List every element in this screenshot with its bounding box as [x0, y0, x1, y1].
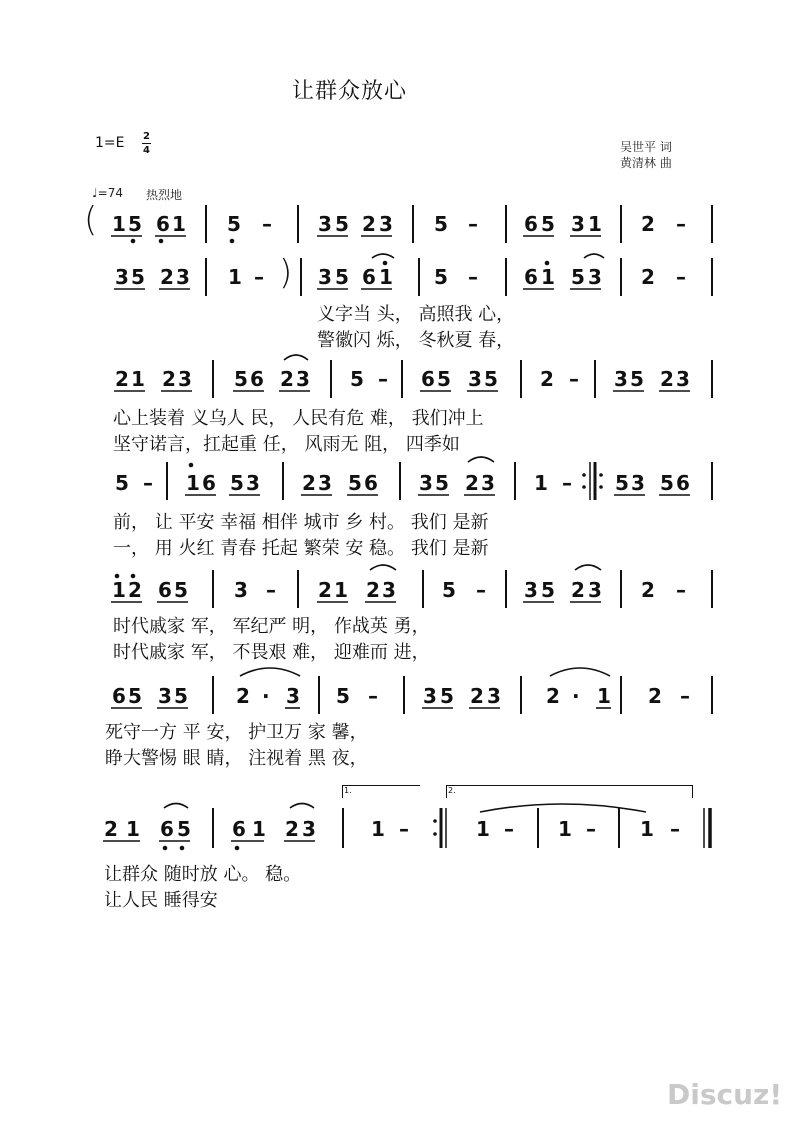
svg-text:3: 3	[115, 265, 129, 289]
svg-text:1: 1	[541, 265, 555, 289]
svg-text:2: 2	[546, 684, 560, 708]
svg-text:6: 6	[232, 817, 246, 841]
second-ending-label: 2.	[448, 786, 456, 795]
time-signature-numerator: 2	[143, 131, 150, 142]
lyric-row-6-verse-2: 睁大警惕 眼 睛， 注视着 黑 夜，	[105, 748, 368, 769]
svg-text:5: 5	[227, 212, 241, 236]
svg-text:5: 5	[440, 684, 454, 708]
svg-text:5: 5	[115, 471, 129, 495]
svg-text:1: 1	[131, 367, 145, 391]
svg-text:–: –	[468, 212, 478, 236]
svg-text:–: –	[254, 265, 264, 289]
svg-text:5: 5	[541, 212, 555, 236]
svg-text:2: 2	[128, 578, 142, 602]
svg-text:·: ·	[572, 684, 580, 708]
lyric-row-3-verse-1: 心上装着 义乌人 民， 人民有危 难， 我们冲上	[113, 408, 484, 429]
svg-text:1: 1	[476, 817, 490, 841]
svg-text:2: 2	[115, 367, 129, 391]
svg-text:3: 3	[631, 471, 645, 495]
svg-text:6: 6	[364, 471, 378, 495]
svg-text:2: 2	[104, 817, 118, 841]
svg-text:3: 3	[178, 367, 192, 391]
lyric-row-6-verse-1: 死守一方 平 安， 护卫万 家 馨，	[105, 722, 368, 743]
svg-text:1: 1	[252, 817, 266, 841]
svg-text:–: –	[676, 578, 686, 602]
intro-close-paren: )	[279, 253, 293, 293]
svg-text:1: 1	[186, 471, 200, 495]
svg-text:2: 2	[285, 817, 299, 841]
lyric-row-7-verse-2: 让人民 睡得安	[104, 890, 218, 911]
lyric-row-2-verse-1: 义字当 头， 高照我 心，	[317, 304, 515, 325]
svg-text:5: 5	[660, 471, 674, 495]
svg-text:1: 1	[640, 817, 654, 841]
tempo-marking: ♩=74	[92, 186, 123, 200]
svg-text:2: 2	[660, 367, 674, 391]
svg-text:3: 3	[423, 684, 437, 708]
svg-text:3: 3	[286, 684, 300, 708]
svg-text:2: 2	[641, 212, 655, 236]
svg-text:–: –	[368, 684, 378, 708]
svg-text:1: 1	[112, 578, 126, 602]
svg-text:5: 5	[615, 471, 629, 495]
svg-text:2: 2	[465, 471, 479, 495]
svg-text:2: 2	[362, 212, 376, 236]
svg-text:5: 5	[434, 265, 448, 289]
svg-text:5: 5	[335, 265, 349, 289]
svg-text:5: 5	[128, 212, 142, 236]
intro-open-paren: (	[84, 200, 98, 240]
svg-text:1: 1	[558, 817, 572, 841]
key-signature: 1=E	[95, 135, 125, 151]
svg-text:6: 6	[158, 578, 172, 602]
svg-text:3: 3	[571, 212, 585, 236]
svg-text:3: 3	[318, 212, 332, 236]
svg-text:5: 5	[484, 367, 498, 391]
svg-text:1: 1	[597, 684, 611, 708]
svg-text:·: ·	[262, 684, 270, 708]
svg-text:1: 1	[228, 265, 242, 289]
svg-text:2: 2	[318, 578, 332, 602]
svg-text:5: 5	[335, 212, 349, 236]
svg-text:2: 2	[648, 684, 662, 708]
svg-text:5: 5	[348, 471, 362, 495]
svg-text:3: 3	[588, 578, 602, 602]
svg-text:3: 3	[176, 265, 190, 289]
svg-text:–: –	[680, 684, 690, 708]
end-repeat-barline	[441, 808, 446, 848]
forum-watermark: Discuz!	[667, 1078, 783, 1111]
svg-text:6: 6	[421, 367, 435, 391]
svg-text:3: 3	[158, 684, 172, 708]
svg-text:5: 5	[230, 471, 244, 495]
svg-text:1: 1	[334, 578, 348, 602]
svg-text:2: 2	[302, 471, 316, 495]
svg-text:3: 3	[302, 817, 316, 841]
svg-text:6: 6	[112, 684, 126, 708]
svg-text:–: –	[266, 578, 276, 602]
svg-text:5: 5	[336, 684, 350, 708]
svg-text:2: 2	[571, 578, 585, 602]
svg-text:–: –	[562, 471, 572, 495]
svg-text:2: 2	[162, 367, 176, 391]
svg-text:–: –	[569, 367, 579, 391]
svg-text:5: 5	[234, 367, 248, 391]
lyricist-credit: 吴世平 词	[620, 140, 672, 154]
svg-text:6: 6	[202, 471, 216, 495]
svg-text:1: 1	[172, 212, 186, 236]
svg-text:1: 1	[126, 817, 140, 841]
svg-text:6: 6	[524, 212, 538, 236]
svg-text:3: 3	[382, 578, 396, 602]
svg-text:1: 1	[379, 265, 393, 289]
svg-text:–: –	[504, 817, 514, 841]
svg-text:6: 6	[524, 265, 538, 289]
svg-text:2: 2	[540, 367, 554, 391]
final-barline	[704, 808, 710, 848]
song-title: 让群众放心	[292, 79, 408, 104]
svg-text:3: 3	[487, 684, 501, 708]
svg-text:3: 3	[318, 471, 332, 495]
svg-text:6: 6	[250, 367, 264, 391]
svg-text:–: –	[586, 817, 596, 841]
lyric-row-4-verse-1: 前， 让 平安 幸福 相伴 城市 乡 村。 我们 是新	[113, 512, 489, 533]
svg-text:3: 3	[588, 265, 602, 289]
svg-text:3: 3	[524, 578, 538, 602]
svg-text:6: 6	[676, 471, 690, 495]
svg-text:3: 3	[468, 367, 482, 391]
lyric-row-4-verse-2: 一， 用 火红 青春 托起 繁荣 安 稳。 我们 是新	[113, 538, 489, 559]
svg-text:2: 2	[470, 684, 484, 708]
svg-text:–: –	[378, 367, 388, 391]
svg-text:3: 3	[614, 367, 628, 391]
svg-text:1: 1	[534, 471, 548, 495]
svg-text:3: 3	[296, 367, 310, 391]
svg-text:–: –	[468, 265, 478, 289]
svg-text:3: 3	[234, 578, 248, 602]
svg-text:2: 2	[641, 265, 655, 289]
svg-text:5: 5	[437, 367, 451, 391]
time-signature-denominator: 4	[143, 145, 150, 156]
composer-credit: 黄清林 曲	[620, 156, 672, 170]
svg-text:2: 2	[160, 265, 174, 289]
svg-text:5: 5	[174, 684, 188, 708]
svg-text:2: 2	[280, 367, 294, 391]
svg-text:5: 5	[442, 578, 456, 602]
svg-text:5: 5	[434, 212, 448, 236]
svg-text:6: 6	[362, 265, 376, 289]
svg-text:5: 5	[177, 817, 191, 841]
svg-text:2: 2	[641, 578, 655, 602]
svg-text:5: 5	[541, 578, 555, 602]
lyric-row-3-verse-2: 坚守诺言，扛起重 任， 风雨无 阻， 四季如	[113, 434, 460, 455]
svg-text:–: –	[143, 471, 153, 495]
svg-text:5: 5	[630, 367, 644, 391]
svg-text:–: –	[476, 578, 486, 602]
svg-text:5: 5	[174, 578, 188, 602]
svg-text:–: –	[670, 817, 680, 841]
svg-text:–: –	[676, 265, 686, 289]
svg-text:1: 1	[112, 212, 126, 236]
svg-text:6: 6	[156, 212, 170, 236]
svg-text:3: 3	[318, 265, 332, 289]
expression-marking: 热烈地	[146, 188, 183, 202]
svg-text:3: 3	[676, 367, 690, 391]
svg-text:1: 1	[588, 212, 602, 236]
lyric-row-5-verse-1: 时代戚家 军， 军纪严 明， 作战英 勇，	[113, 616, 430, 637]
svg-text:5: 5	[571, 265, 585, 289]
svg-text:–: –	[262, 212, 272, 236]
svg-text:5: 5	[131, 265, 145, 289]
lyric-row-2-verse-2: 警徽闪 烁， 冬秋夏 春，	[317, 330, 515, 351]
svg-text:–: –	[399, 817, 409, 841]
svg-text:–: –	[676, 212, 686, 236]
svg-text:5: 5	[128, 684, 142, 708]
svg-text:3: 3	[419, 471, 433, 495]
svg-text:5: 5	[350, 367, 364, 391]
svg-text:2: 2	[366, 578, 380, 602]
lyric-row-5-verse-2: 时代戚家 军， 不畏艰 难， 迎难而 进，	[113, 642, 430, 663]
lyric-row-7-verse-1: 让群众 随时放 心。 稳。	[104, 864, 302, 885]
svg-text:6: 6	[160, 817, 174, 841]
svg-text:3: 3	[379, 212, 393, 236]
svg-text:3: 3	[481, 471, 495, 495]
svg-text:1: 1	[371, 817, 385, 841]
svg-text:2: 2	[236, 684, 250, 708]
svg-text:3: 3	[246, 471, 260, 495]
svg-text:5: 5	[435, 471, 449, 495]
first-ending-label: 1.	[344, 786, 352, 795]
